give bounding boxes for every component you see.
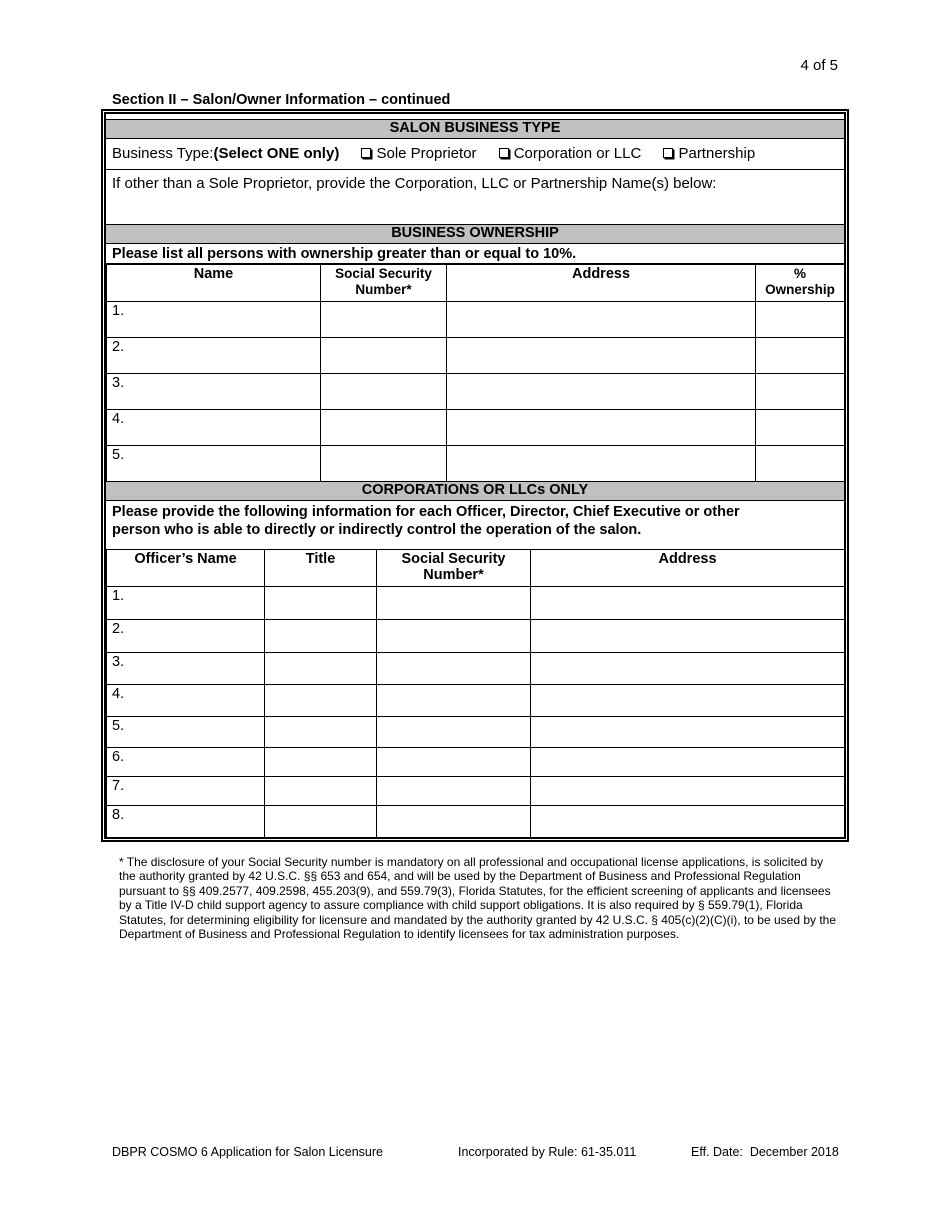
owner-percent-cell[interactable]	[756, 410, 845, 446]
officer-name-cell[interactable]: 1.	[107, 587, 265, 620]
officer-title-cell[interactable]	[265, 717, 377, 748]
table-row	[107, 302, 845, 338]
owner-ssn-cell[interactable]	[321, 446, 447, 482]
officer-title-cell[interactable]	[265, 806, 377, 838]
officer-name-cell[interactable]: 6.	[107, 748, 265, 777]
officer-address-cell[interactable]	[531, 587, 845, 620]
owner-address-cell[interactable]	[447, 446, 756, 482]
officer-title-cell[interactable]	[265, 587, 377, 620]
corporations-header: CORPORATIONS OR LLCs ONLY	[106, 481, 844, 501]
footer-eff-date: Eff. Date: December 2018	[691, 1145, 839, 1159]
checkbox-icon[interactable]	[499, 148, 509, 158]
col-officer-address: Address	[531, 550, 845, 587]
other-entity-name-field[interactable]	[106, 171, 844, 224]
officer-title-cell[interactable]	[265, 620, 377, 653]
officer-ssn-cell[interactable]	[377, 748, 531, 777]
table-row	[107, 717, 845, 748]
salon-business-type-header: SALON BUSINESS TYPE	[106, 119, 844, 139]
table-row	[107, 446, 845, 482]
owner-percent-cell[interactable]	[756, 302, 845, 338]
option-corporation-llc[interactable]: Corporation or LLC	[499, 145, 642, 162]
officer-title-cell[interactable]	[265, 777, 377, 806]
owner-name-cell[interactable]: 5.	[107, 446, 321, 482]
table-row	[107, 620, 845, 653]
col-ssn: Social Security Number*	[321, 265, 447, 302]
footer-rule: Incorporated by Rule: 61-35.011	[458, 1145, 637, 1159]
business-type-label: Business Type:	[112, 145, 214, 162]
ssn-disclosure: * The disclosure of your Social Security number is mandatory on all professional and occupational license applications, is solicited by the authority granted by 42 U.S.C. §§ 653 and 654, and will be used by the Department of Business and Professional Regulation pursuant to §§ 409.2577, 409.2598, 455.203(9), and 559.79(3), Florida Statutes, for the efficient screening of applicants and licensees by a Title IV-D child support agency to assure compliance with child support obligations. It is also required by § 559.79(1), Florida Statutes, for determining eligibility for licensure and mandated by the authority granted by 42 U.S.C. § 405(c)(2)(C)(i), to be used by the Department of Business and Professional Regulation to identify licensees for tax administration purposes.	[119, 855, 837, 942]
col-officer-name: Officer’s Name	[107, 550, 265, 587]
page-number: 4 of 5	[800, 57, 838, 74]
checkbox-icon[interactable]	[361, 148, 371, 158]
ownership-table	[106, 264, 845, 482]
owner-name-cell[interactable]: 3.	[107, 374, 321, 410]
ownership-table-wrap	[106, 264, 844, 482]
owner-name-cell[interactable]: 1.	[107, 302, 321, 338]
col-ownership: % Ownership	[756, 265, 845, 302]
owner-percent-cell[interactable]	[756, 446, 845, 482]
option-partnership[interactable]: Partnership	[663, 145, 755, 162]
officer-ssn-cell[interactable]	[377, 806, 531, 838]
col-name: Name	[107, 265, 321, 302]
officer-ssn-cell[interactable]	[377, 685, 531, 717]
officer-address-cell[interactable]	[531, 777, 845, 806]
business-ownership-header: BUSINESS OWNERSHIP	[106, 224, 844, 244]
table-row	[107, 410, 845, 446]
officer-address-cell[interactable]	[531, 806, 845, 838]
owner-address-cell[interactable]	[447, 302, 756, 338]
officer-ssn-cell[interactable]	[377, 620, 531, 653]
section-title: Section II – Salon/Owner Information – continued	[112, 92, 451, 108]
officer-title-cell[interactable]	[265, 685, 377, 717]
officer-ssn-cell[interactable]	[377, 587, 531, 620]
owner-ssn-cell[interactable]	[321, 302, 447, 338]
officer-ssn-cell[interactable]	[377, 717, 531, 748]
ownership-instruction: Please list all persons with ownership greater than or equal to 10%.	[106, 244, 844, 264]
option-sole-proprietor[interactable]: Sole Proprietor	[361, 145, 476, 162]
owner-name-cell[interactable]: 2.	[107, 338, 321, 374]
owner-address-cell[interactable]	[447, 410, 756, 446]
owner-percent-cell[interactable]	[756, 374, 845, 410]
table-row	[107, 338, 845, 374]
officer-name-cell[interactable]: 8.	[107, 806, 265, 838]
col-officer-ssn: Social Security Number*	[377, 550, 531, 587]
footer-form-name: DBPR COSMO 6 Application for Salon Licensure	[112, 1145, 383, 1159]
owner-ssn-cell[interactable]	[321, 374, 447, 410]
owner-ssn-cell[interactable]	[321, 338, 447, 374]
table-row	[107, 806, 845, 838]
business-type-row	[106, 139, 844, 170]
owner-address-cell[interactable]	[447, 338, 756, 374]
col-address: Address	[447, 265, 756, 302]
officer-name-cell[interactable]: 2.	[107, 620, 265, 653]
officer-name-cell[interactable]: 5.	[107, 717, 265, 748]
officer-address-cell[interactable]	[531, 685, 845, 717]
checkbox-icon[interactable]	[663, 148, 673, 158]
corporations-instruction-line1: Please provide the following information for each Officer, Director, Chief Executive or other	[112, 504, 740, 520]
business-type-select-note: (Select ONE only)	[213, 145, 340, 162]
owner-address-cell[interactable]	[447, 374, 756, 410]
col-title: Title	[265, 550, 377, 587]
officer-address-cell[interactable]	[531, 748, 845, 777]
table-row	[107, 685, 845, 717]
officer-name-cell[interactable]: 7.	[107, 777, 265, 806]
officer-title-cell[interactable]	[265, 748, 377, 777]
other-entity-instruction: If other than a Sole Proprietor, provide the Corporation, LLC or Partnership Name(s) below:	[112, 175, 717, 192]
owner-name-cell[interactable]: 4.	[107, 410, 321, 446]
officer-address-cell[interactable]	[531, 717, 845, 748]
owner-ssn-cell[interactable]	[321, 410, 447, 446]
officer-address-cell[interactable]	[531, 620, 845, 653]
officer-ssn-cell[interactable]	[377, 653, 531, 685]
corporations-instruction	[106, 501, 844, 549]
officer-title-cell[interactable]	[265, 653, 377, 685]
table-row	[107, 653, 845, 685]
table-row	[107, 748, 845, 777]
officers-table	[106, 549, 845, 838]
owner-percent-cell[interactable]	[756, 338, 845, 374]
officer-name-cell[interactable]: 3.	[107, 653, 265, 685]
table-row	[107, 777, 845, 806]
officer-ssn-cell[interactable]	[377, 777, 531, 806]
officer-name-cell[interactable]: 4.	[107, 685, 265, 717]
table-row	[107, 587, 845, 620]
officers-table-wrap	[106, 549, 844, 838]
officer-address-cell[interactable]	[531, 653, 845, 685]
corporations-instruction-line2: person who is able to directly or indirectly control the operation of the salon.	[112, 522, 642, 538]
table-row	[107, 374, 845, 410]
form-frame	[101, 109, 849, 842]
